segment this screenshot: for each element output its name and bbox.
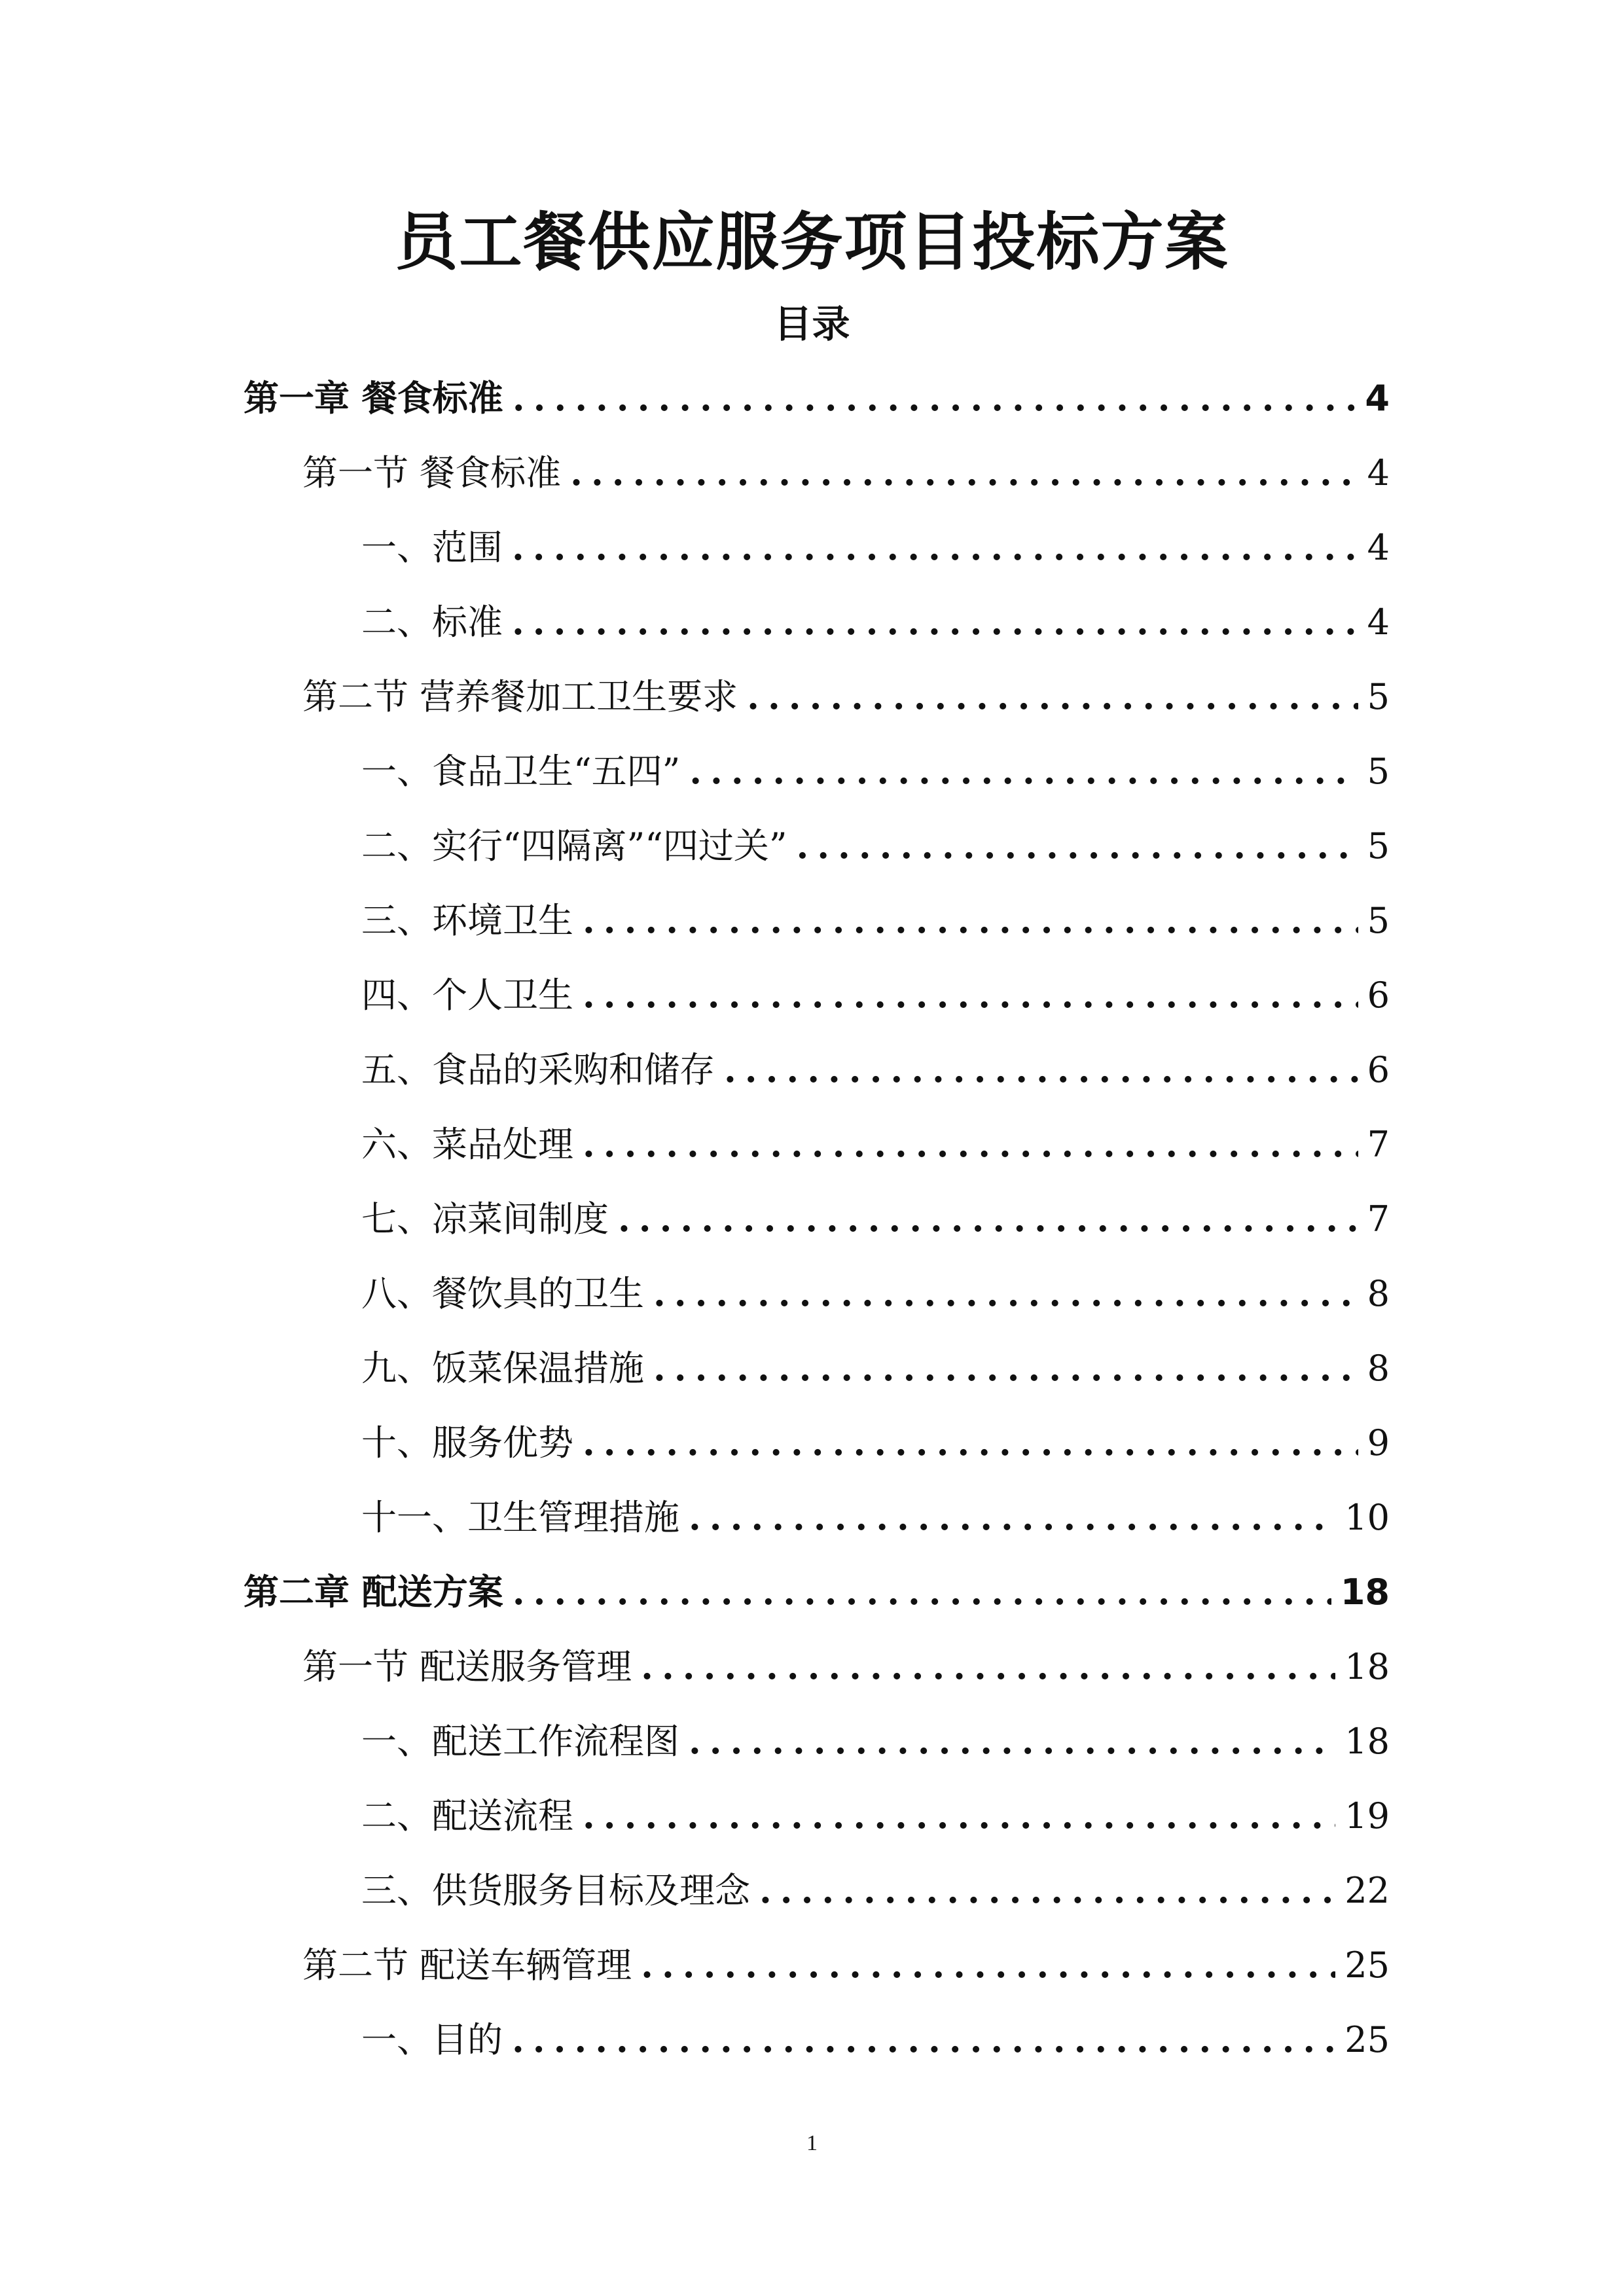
toc-dot-leader [513,361,1356,435]
toc-entry[interactable] [244,2002,1390,2077]
toc-entry-title: 二、标准 [361,601,503,643]
toc-dot-leader [583,1405,1358,1480]
document-title: 员工餐供应服务项目投标方案 [395,206,1229,279]
toc-entry-page: 4 [1367,452,1390,493]
toc-entry[interactable] [244,1181,1390,1256]
toc-entry[interactable] [244,361,1390,435]
toc-entry-page: 25 [1344,1945,1390,1986]
toc-dot-leader [512,510,1358,584]
toc-entry[interactable] [244,435,1390,510]
toc-entry[interactable] [244,1256,1390,1331]
toc-entry-page: 7 [1367,1198,1390,1240]
toc-entry-title: 四、个人卫生 [361,975,573,1016]
toc-entry-page: 5 [1367,676,1390,717]
toc-entry-title: 第一节 配送服务管理 [302,1646,632,1687]
toc-entry[interactable] [244,1107,1390,1181]
toc-dot-leader [724,1032,1358,1107]
toc-dot-leader [689,734,1358,808]
toc-entry[interactable] [244,1554,1390,1629]
toc-dot-leader [759,1853,1335,1928]
toc-entry[interactable] [244,1032,1390,1107]
toc-entry-title: 第一节 餐食标准 [302,452,562,493]
toc-entry-page: 6 [1367,975,1390,1016]
toc-dot-leader [583,1107,1358,1181]
toc-entry-page: 4 [1367,527,1390,568]
toc-entry[interactable] [244,1704,1390,1778]
toc-entry-page: 5 [1367,825,1390,867]
toc-entry[interactable] [244,1405,1390,1480]
toc-entry-title: 八、餐饮具的卫生 [361,1273,644,1314]
toc-entry-page: 5 [1367,900,1390,941]
toc-entry-title: 第二节 营养餐加工卫生要求 [302,676,738,717]
toc-dot-leader [618,1181,1358,1256]
toc-entry-title: 三、供货服务目标及理念 [361,1870,750,1911]
toc-entry-title: 一、食品卫生“五四” [361,751,681,792]
toc-entry-title: 九、饭菜保温措施 [361,1348,644,1389]
toc-entry[interactable] [244,808,1390,883]
toc-dot-leader [653,1256,1358,1331]
toc-entry[interactable] [244,1853,1390,1928]
toc-entry-title: 七、凉菜间制度 [361,1198,609,1240]
toc-entry-title: 第二章 配送方案 [244,1571,503,1613]
toc-entry[interactable] [244,1629,1390,1704]
toc-dot-leader [583,958,1358,1032]
toc-entry-title: 二、配送流程 [361,1795,573,1837]
toc-entry[interactable] [244,584,1390,659]
toc-entry-page: 22 [1344,1870,1390,1911]
toc-dot-leader [513,1554,1331,1629]
toc-entry[interactable] [244,510,1390,584]
toc-entry[interactable] [244,958,1390,1032]
toc-heading: 目录 [774,302,850,346]
toc-entry-page: 8 [1367,1348,1390,1389]
toc-entry[interactable] [244,1928,1390,2002]
toc-dot-leader [653,1331,1358,1405]
toc-dot-leader [512,2002,1335,2077]
toc-entry-title: 一、目的 [361,2019,503,2060]
toc-entry-page: 7 [1367,1124,1390,1165]
toc-entry-page: 18 [1344,1646,1390,1687]
toc-dot-leader [583,1778,1335,1853]
toc-entry-page: 5 [1367,751,1390,792]
toc-entry-page: 6 [1367,1049,1390,1090]
toc-entry[interactable] [244,883,1390,958]
toc-entry-page: 9 [1367,1422,1390,1463]
toc-entry-page: 18 [1340,1571,1390,1613]
toc-dot-leader [796,808,1358,883]
toc-entry-title: 十、服务优势 [361,1422,573,1463]
toc-entry-page: 10 [1344,1497,1390,1538]
toc-entry-title: 六、菜品处理 [361,1124,573,1165]
toc-entry-page: 19 [1344,1795,1390,1837]
toc-entry-title: 三、环境卫生 [361,900,573,941]
toc-entry[interactable] [244,1480,1390,1554]
toc-entry-title: 第二节 配送车辆管理 [302,1945,632,1986]
toc-entry[interactable] [244,734,1390,808]
table-of-contents [244,361,1390,2077]
toc-dot-leader [583,883,1358,958]
toc-entry[interactable] [244,1331,1390,1405]
toc-entry-title: 第一章 餐食标准 [244,378,503,419]
toc-dot-leader [641,1928,1335,2002]
toc-dot-leader [747,659,1358,734]
toc-entry-page: 4 [1365,378,1390,419]
toc-dot-leader [512,584,1358,659]
toc-dot-leader [570,435,1358,510]
toc-dot-leader [689,1480,1335,1554]
toc-entry-page: 18 [1344,1721,1390,1762]
toc-entry-title: 一、范围 [361,527,503,568]
toc-entry-title: 五、食品的采购和储存 [361,1049,715,1090]
toc-dot-leader [641,1629,1335,1704]
toc-entry[interactable] [244,659,1390,734]
toc-entry-title: 一、配送工作流程图 [361,1721,679,1762]
toc-entry-title: 二、实行“四隔离”“四过关” [361,825,787,867]
toc-entry-page: 25 [1344,2019,1390,2060]
toc-entry-page: 8 [1367,1273,1390,1314]
toc-entry[interactable] [244,1778,1390,1853]
toc-dot-leader [689,1704,1335,1778]
toc-entry-title: 十一、卫生管理措施 [361,1497,679,1538]
page-number: 1 [806,2131,818,2155]
toc-entry-page: 4 [1367,601,1390,643]
